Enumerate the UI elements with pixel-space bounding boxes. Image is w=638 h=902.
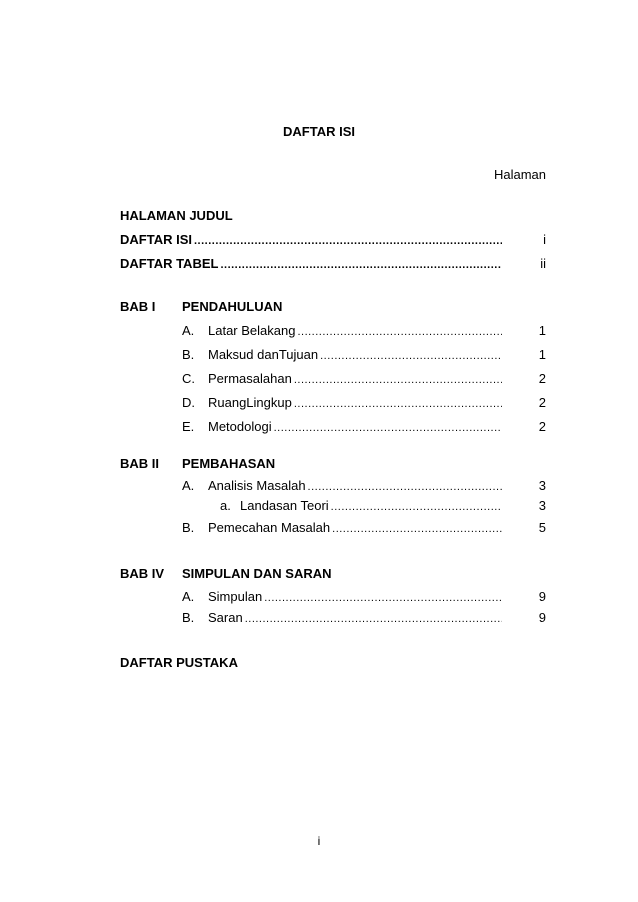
toc-page-number: 9: [538, 589, 546, 604]
toc-entry-daftar-tabel[interactable]: DAFTAR TABEL .....: [120, 255, 502, 273]
item-letter: E.: [182, 419, 195, 434]
toc-page-number: 2: [538, 371, 546, 386]
toc-page-number: 1: [538, 323, 546, 338]
item-letter: A.: [182, 478, 195, 493]
item-letter: B.: [182, 610, 195, 625]
toc-entry-halaman-judul[interactable]: HALAMAN JUDUL: [120, 208, 233, 223]
item-letter: B.: [182, 347, 195, 362]
toc-entry[interactable]: Analisis Masalah .....: [208, 477, 502, 495]
chapter-title[interactable]: PEMBAHASAN: [182, 456, 276, 471]
item-letter: a.: [220, 498, 231, 513]
toc-entry-daftar-pustaka[interactable]: DAFTAR PUSTAKA: [120, 655, 238, 670]
toc-entry[interactable]: Latar Belakang .....: [208, 322, 502, 340]
item-letter: A.: [182, 589, 195, 604]
chapter-number: BAB IV: [120, 566, 165, 581]
toc-page-number: i: [543, 232, 546, 247]
toc-page-number: 3: [538, 478, 546, 493]
toc-entry-daftar-isi[interactable]: DAFTAR ISI .....: [120, 231, 502, 249]
chapter-number: BAB I: [120, 299, 156, 314]
toc-page-number: 5: [538, 520, 546, 535]
chapter-number: BAB II: [120, 456, 159, 471]
toc-entry[interactable]: Landasan Teori .....: [240, 497, 502, 515]
footer-page-number: i: [317, 834, 321, 848]
toc-page-number: 2: [538, 395, 546, 410]
page-title: DAFTAR ISI: [283, 124, 355, 139]
chapter-title[interactable]: SIMPULAN DAN SARAN: [182, 566, 332, 581]
toc-entry[interactable]: Saran .....: [208, 609, 502, 627]
chapter-title[interactable]: PENDAHULUAN: [182, 299, 283, 314]
toc-entry[interactable]: RuangLingkup .....: [208, 394, 502, 412]
toc-entry[interactable]: Permasalahan .....: [208, 370, 502, 388]
item-letter: D.: [182, 395, 195, 410]
toc-page-number: 1: [538, 347, 546, 362]
toc-page-number: 2: [538, 419, 546, 434]
item-letter: B.: [182, 520, 195, 535]
toc-entry[interactable]: Metodologi .....: [208, 418, 502, 436]
toc-page-number: 3: [538, 498, 546, 513]
toc-entry[interactable]: Pemecahan Masalah .....: [208, 519, 502, 537]
item-letter: C.: [182, 371, 195, 386]
toc-page-number: ii: [540, 256, 546, 271]
item-letter: A.: [182, 323, 195, 338]
toc-entry[interactable]: Simpulan .....: [208, 588, 502, 606]
page-column-header: Halaman: [493, 167, 546, 182]
toc-page-number: 9: [538, 610, 546, 625]
toc-entry[interactable]: Maksud danTujuan .....: [208, 346, 502, 364]
